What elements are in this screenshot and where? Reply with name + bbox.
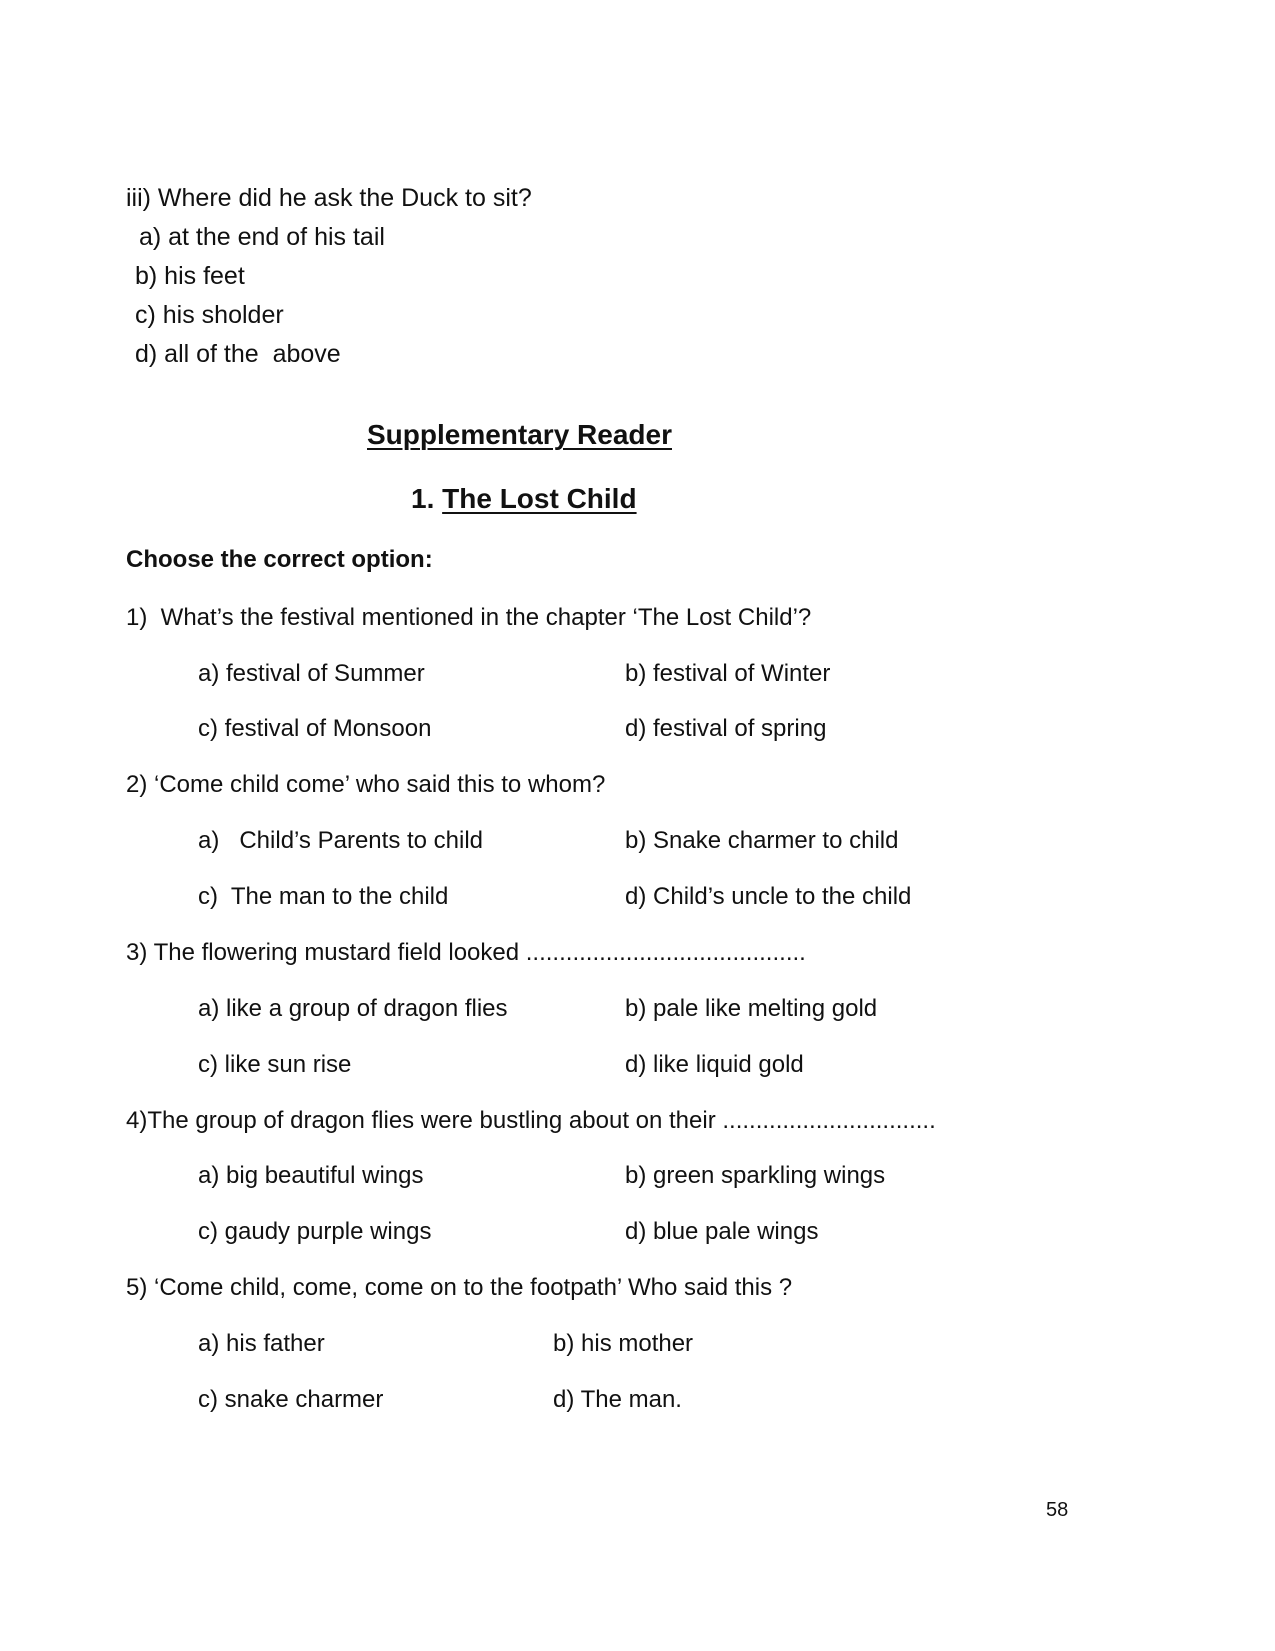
q5-option-a: a) his father xyxy=(198,1330,325,1357)
instruction: Choose the correct option: xyxy=(126,546,433,573)
q2-option-d: d) Child’s uncle to the child xyxy=(625,883,912,910)
q1-option-c: c) festival of Monsoon xyxy=(198,715,432,742)
question-1: 1) What’s the festival mentioned in the chapter ‘The Lost Child’? xyxy=(126,604,812,631)
q3-option-c: c) like sun rise xyxy=(198,1051,352,1078)
option-d: d) all of the above xyxy=(135,340,341,368)
page-number: 58 xyxy=(1046,1499,1069,1521)
question-2: 2) ‘Come child come’ who said this to whom? xyxy=(126,771,606,798)
question-3: 3) The flowering mustard field looked .......................................... xyxy=(126,939,806,966)
option-c: c) his sholder xyxy=(135,301,284,329)
q1-option-d: d) festival of spring xyxy=(625,715,827,742)
question-5: 5) ‘Come child, come, come on to the footpath’ Who said this ? xyxy=(126,1274,793,1301)
chapter-number: 1. xyxy=(411,483,435,514)
q1-option-b: b) festival of Winter xyxy=(625,660,831,687)
chapter-heading xyxy=(411,485,637,513)
q4-option-b: b) green sparkling wings xyxy=(625,1162,886,1189)
q4-option-d: d) blue pale wings xyxy=(625,1218,819,1245)
question-iii: iii) Where did he ask the Duck to sit? xyxy=(126,184,532,212)
section-title: Supplementary Reader xyxy=(367,419,672,450)
q5-option-d: d) The man. xyxy=(553,1386,682,1413)
question-4: 4)The group of dragon flies were bustling about on their ................................ xyxy=(126,1107,936,1134)
q5-option-c: c) snake charmer xyxy=(198,1386,384,1413)
q2-option-a: a) Child’s Parents to child xyxy=(198,827,484,854)
q4-option-a: a) big beautiful wings xyxy=(198,1162,424,1189)
option-b: b) his feet xyxy=(135,262,245,290)
option-a: a) at the end of his tail xyxy=(132,223,385,251)
q3-option-b: b) pale like melting gold xyxy=(625,995,878,1022)
q1-option-a: a) festival of Summer xyxy=(198,660,425,687)
q3-option-a: a) like a group of dragon flies xyxy=(198,995,508,1022)
chapter-title: The Lost Child xyxy=(442,483,637,514)
q5-option-b: b) his mother xyxy=(553,1330,694,1357)
q2-option-c: c) The man to the child xyxy=(198,883,449,910)
q3-option-d: d) like liquid gold xyxy=(625,1051,804,1078)
q4-option-c: c) gaudy purple wings xyxy=(198,1218,432,1245)
q2-option-b: b) Snake charmer to child xyxy=(625,827,899,854)
